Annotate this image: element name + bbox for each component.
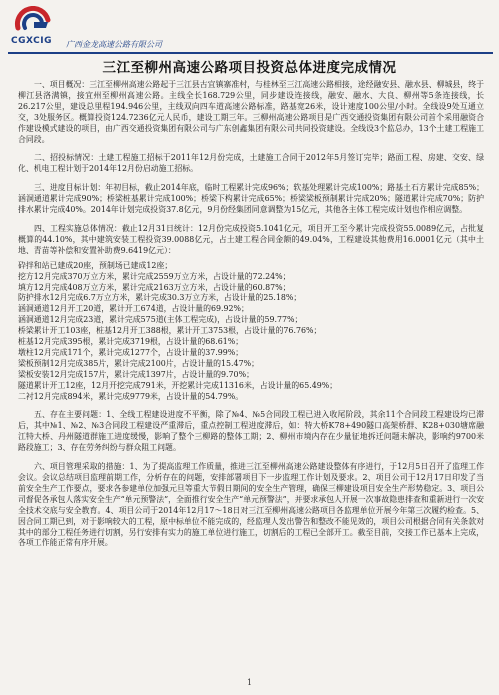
section-targets: 三、进度目标计划：年初目标，截止2014年底，临时工程累计完成96%；软基处理累计完成100%；路基土石方累计完成85%；涵洞通道累计完成90%；桥梁桩基累计完成100%；桥梁下构累计完成65%；桥梁梁板预制累计完成20%；隧道累计完成70%；防护排水累计完成40%。2014年计划完成投资37.8亿元，9月份经集团同意调整为15亿元，其他各主体工程完成计划也作相应调整。 [18,183,484,215]
progress-item: 挖方12月完成370万立方米，累计完成2559万立方米，占设计量的72.24%； [18,271,291,281]
progress-item: 填方12月完成408万立方米，累计完成2163万立方米，占设计量的60.87%； [18,282,291,292]
progress-item: 涵洞通道12月开工20道，累计开工674道，占设计量的69.92%； [18,304,249,314]
completion-sub: 砕拌和站已建成20座，预制场已建成12座； [18,260,173,270]
progress-item: 梁板安装12月完成157片，累计完成1397片，占设计量的9.70%； [18,369,254,379]
section-overview: 一、项目概况：三江至柳州高速公路起于三江县古宜镇寨准村，与桂林至三江高速公路相接，途经融安县、融水县、柳城县，终于柳江县洛满镇，接宜州至柳州高速公路。主线全长168.729公里，同步建设连接线，融安、融水、大良、柳州等5条连接线，长26.217公里，建设总里程194.946公里，主线双向四车道高速公路标准，路基宽26米，设计速度100公里/小时。全线设9处互通立交，3处服务区。概算投资124.7236亿元人民币，建设工期三年。三柳州高速公路项目是广西交通投资集团有限公司首个采用融资合作建设模式建设的项目，由广西交通投资集团有限公司与广东创鑫集团有限公司共同投资建设。全线设3个监总办，13个土建工程施工合同段。 [18,80,484,144]
company-name: 广西金龙高速公路有限公司 [66,40,162,49]
progress-item: 二衬12月完成894米，累计完成9779米，占设计量的54.79%。 [18,391,244,401]
section-bidding: 二、招投标情况：土建工程施工招标于2011年12月份完成，土建施工合同于2012年5月签订完毕；路面工程、房建、交安、绿化、机电工程计划于2014年12月份启动施工招标。 [18,153,484,174]
section-measures: 六、项目管理采取的措施：1、为了提高监理工作质量，推进三江至柳州高速公路建设整体有序进行，于12月5日召开了监理工作会议。会议总结项目监理前期工作，分析存在的问题，安排部署项目下一步监理工作计划及要求。2、项目公司于12月17日印发了当前安全生产工作要点，要求各参建单位加强元旦等重大节假日期间的安全生产管理，确保三柳建设项目安全生产形势稳定。3、项目公司督促各承包人落实安全生产“单元预警法”，全面推行安全生产“单元预警法”，并要求承包人开展一次事故隐患排查和重新进行一次安全技术交底与安全教育。4、项目公司于2014年12月17～18日对三江至柳州高速公路项目各监理单位开展今年第三次履约检查。5、因合同工期已到，对于影响较大的工程，原中标单位不能完成的，经监理人发出警告和整改不能见效的，项目公司根据合同有关条款对其中的部分工程任务进行切割，另行安排有实力的施工单位进行施工，切割后的工程已全部开工。截至目前，交接工作已基本上完成，各项工作能正常有序开展。 [18,462,484,548]
progress-item: 桥梁累计开工103座，桩基12月开工388根，累计开工3753根，占设计量的76.76%； [18,326,322,336]
section-completion: 四、工程实施总体情况：截止12月31日统计：12月份完成投资5.1041亿元，项目开工至今累计完成投资55.0089亿元，占批复概算的44.10%，其中建筑安装工程投资39.0088亿元，占土建工程合同金额的49.04%，工程建设其他费用16.0001亿元（其中土地、青苗等补偿和安置补助费9.6419亿元）： [18,223,484,255]
document-title: 三江至柳州高速公路项目投资总体进度完成情况 [102,60,397,76]
page-number: 1 [246,678,253,687]
progress-item: 梁板预制12月完成385片，累计完成2100片，占设计量的15.47%； [18,358,259,368]
progress-item: 防护排水12月完成6.7万立方米，累计完成30.3万立方米，占设计量的25.18%； [18,293,302,303]
letterhead [8,4,493,54]
progress-item: 墩柱12月完成171个，累计完成1277个，占设计量的37.99%； [18,347,244,357]
progress-item: 涵洞通道12月完成23道，累计完成575道(主体工程完成)，占设计量的59.77%； [18,315,303,325]
logo-text: CGXCIG [11,36,52,46]
section-problems: 五、存在主要问题：1、全线工程建设进度不平衡，除了№4、№5合同段工程已进入收尾阶段，其余11个合同段工程建设均已滞后，其中№1、№2、№3合同段工程建设严重滞后，重点控制工程进度滞后，如：特大桥K78+490隧口高架桥群、K28+030塘席融江特大桥、丹州隧道群施工进度缓慢，影响了整个三柳路的整体工期；2、柳州市境内存在少量征地拆迁问题未解决，影响约9700米路段施工；3、存在劳务纠纷与群众阻工问题。 [18,410,484,453]
progress-item: 桩基12月完成395根，累计完成3719根，占设计量的68.61%； [18,337,244,347]
progress-item: 隧道累计开工12座，12月开挖完成791米，开挖累计完成11316米，占设计量的65.49%； [18,380,338,390]
document-body [18,80,484,549]
